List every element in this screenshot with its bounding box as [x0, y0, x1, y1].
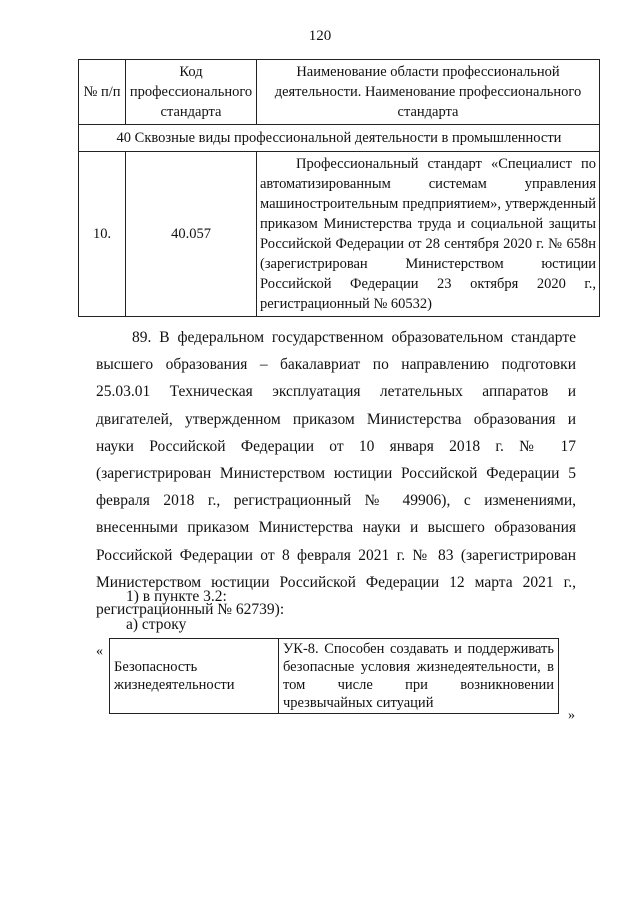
table-section-row: [79, 125, 600, 152]
table-row: [110, 639, 559, 714]
row-number: 10.: [79, 152, 126, 317]
competency-text: УК-8. Способен создавать и поддерживать безопасные условия жизнедеятельности, в том числе при возникновении чрезвычайных ситуаций: [279, 639, 559, 714]
competency-table: [109, 638, 559, 714]
quote-close: »: [568, 708, 575, 723]
header-name: Наименование области профессиональной деятельности. Наименование профессионального стандарта: [257, 60, 600, 125]
paragraph-text: 89. В федеральном государственном образовательном стандарте высшего образования – бакалавриат по направлению подготовки 25.03.01 Техническая эксплуатация летательных аппаратов и двигателей, утвержденном приказом Министерства образования и науки Российской Федерации от 10 января 2018 г. № 17 (зарегистрирован Министерством юстиции Российской Федерации 5 февраля 2018 г., регистрационный № 49906), с изменениями, внесенными приказом Министерства науки и высшего образования Российской Федерации от 8 февраля 2021 г. № 83 (зарегистрирован Министерством юстиции Российской Федерации 12 марта 2021 г., регистрационный № 62739):: [96, 329, 576, 619]
row-standard-name: Профессиональный стандарт «Специалист по автоматизированным системам управления машиностроительным предприятием», утвержденный приказом Министерства труда и социальной защиты Российской Федерации от 28 сентября 2020 г. № 658н (зарегистрирован Министерством юстиции Российской Федерации 23 октября 2020 г., регистрационный № 60532): [257, 152, 600, 317]
page-number: 120: [308, 28, 332, 44]
item-a: а) строку: [126, 616, 187, 633]
header-code: Код профессионального стандарта: [126, 60, 257, 125]
item-1: 1) в пункте 3.2:: [126, 588, 227, 605]
section-title: 40 Сквозные виды профессиональной деятельности в промышленности: [79, 125, 600, 152]
table-row: [79, 152, 600, 317]
table-header-row: [79, 60, 600, 125]
discipline-name: Безопасность жизнедеятельности: [110, 639, 279, 714]
paragraph-89: [96, 324, 576, 623]
professional-standards-table: [78, 59, 600, 317]
quote-open: «: [96, 644, 103, 659]
row-code: 40.057: [126, 152, 257, 317]
header-number: № п/п: [79, 60, 126, 125]
